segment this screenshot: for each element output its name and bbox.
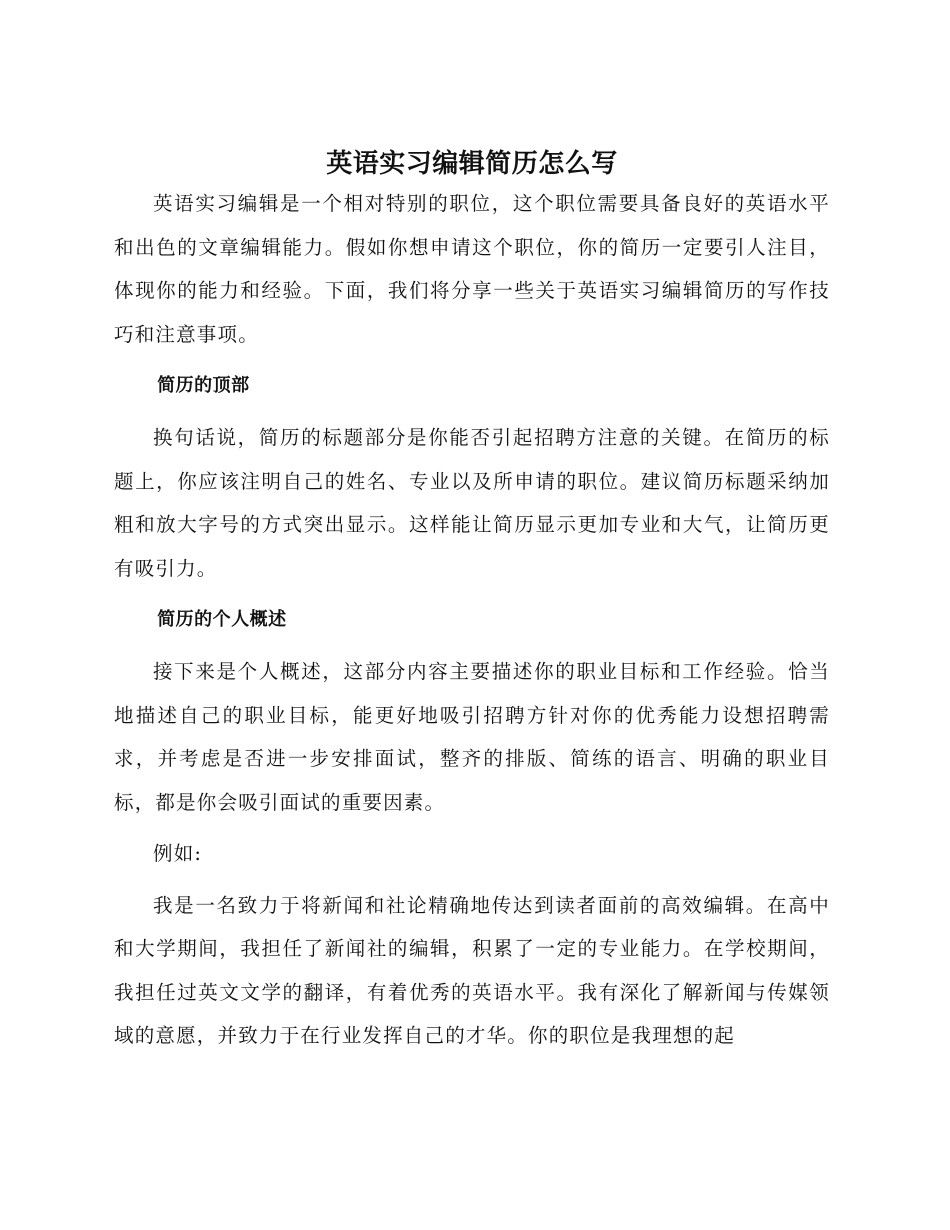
- spacer: [114, 824, 830, 832]
- section-heading-summary: 简历的个人概述: [157, 609, 287, 630]
- section-paragraph-top: 换句话说，简历的标题部分是你能否引起招聘方注意的关键。在简历的标题上，你应该注明自己的姓名、专业以及所申请的职位。建议简历标题采纳加粗和放大字号的方式突出显示。这样能让简历显示更加专业和大气，让简历更有吸引力。: [114, 426, 830, 580]
- example-label: 例如:: [153, 842, 203, 865]
- section-paragraph-summary: 接下来是个人概述，这部分内容主要描述你的职业目标和工作经验。恰当地描述自己的职业目标，能更好地吸引招聘方针对你的优秀能力设想招聘需求，并考虑是否进一步安排面试，整齐的排版、简练的语言、明确的职业目标，都是你会吸引面试的重要因素。: [114, 660, 830, 814]
- intro-paragraph: 英语实习编辑是一个相对特别的职位，这个职位需要具备良好的英语水平和出色的文章编辑能力。假如你想申请这个职位，你的简历一定要引人注目，体现你的能力和经验。下面，我们将分享一些关于英语实习编辑简历的写作技巧和注意事项。: [114, 192, 830, 346]
- example-paragraph: 我是一名致力于将新闻和社论精确地传达到读者面前的高效编辑。在高中和大学期间，我担任了新闻社的编辑，积累了一定的专业能力。在学校期间，我担任过英文文学的翻译，有着优秀的英语水平。我有深化了解新闻与传媒领域的意愿，并致力于在行业发挥自己的才华。你的职位是我理想的起: [114, 893, 830, 1047]
- document-body: [114, 146, 830, 1058]
- page-title: 英语实习编辑简历怎么写: [326, 149, 618, 179]
- section-heading-top: 简历的顶部: [157, 375, 250, 396]
- spacer: [114, 876, 830, 884]
